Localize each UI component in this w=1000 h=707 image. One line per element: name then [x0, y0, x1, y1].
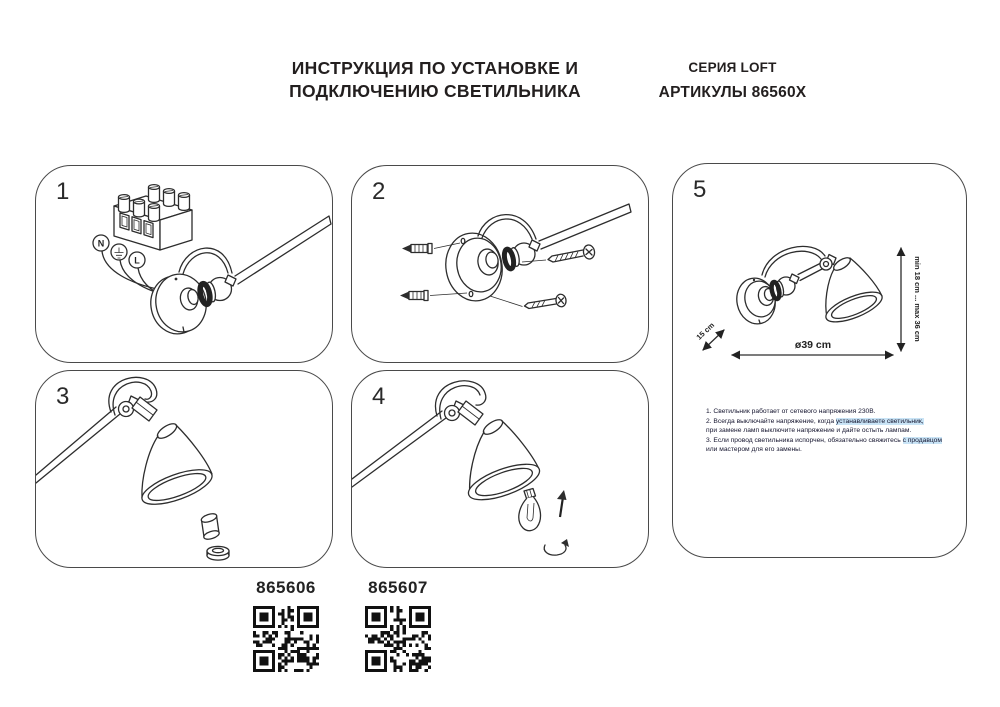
rotate-arrow-icon: [544, 539, 569, 555]
qr-code: [253, 606, 319, 672]
wire-label-neutral: [93, 235, 109, 251]
title-line-2: ПОДКЛЮЧЕНИЮ СВЕТИЛЬНИКА: [289, 81, 581, 101]
note-line: 2. Всегда выключайте напряжение, когда устанавливаете светильник,: [706, 417, 924, 425]
terminal-block-icon: [114, 185, 192, 250]
article-number: 865607: [368, 578, 428, 597]
product-865606: [250, 578, 322, 677]
note-line: 3. Если провод светильника испорчен, обязательно свяжитесь с продавцом: [706, 436, 942, 444]
socket-sleeve: [200, 512, 220, 541]
step-number: 1: [56, 178, 70, 205]
step2-mounting-illustration: [352, 166, 648, 362]
step-panel-5: [672, 163, 967, 558]
svg-text:ø39 cm: ø39 cm: [794, 339, 832, 351]
step3-shade-illustration: [36, 371, 332, 567]
step-panel-4: [351, 370, 649, 568]
note-line: при замене ламп выключите напряжение и дайте остыть лампам.: [706, 427, 912, 435]
step-number: 5: [693, 176, 707, 203]
step-number: 2: [372, 178, 386, 205]
step-number: 4: [372, 383, 386, 410]
title-line-1: ИНСТРУКЦИЯ ПО УСТАНОВКЕ И: [291, 58, 579, 78]
svg-text:min 18 cm ... max 36 cm: min 18 cm ... max 36 cm: [913, 256, 922, 342]
lamp-shade: [138, 421, 216, 511]
dimension-diameter: [732, 339, 893, 355]
step-panel-3: [35, 370, 333, 568]
dimension-depth: [694, 320, 724, 350]
article-number: 865606: [256, 578, 316, 597]
safety-notes: [706, 407, 944, 455]
lamp-arm: [235, 216, 331, 284]
bulb-icon: [519, 489, 541, 531]
svg-text:L: L: [134, 255, 140, 266]
assembled-lamp: [733, 246, 886, 328]
note-line: или мастером для его замены.: [706, 446, 802, 454]
step4-bulb-illustration: [352, 371, 648, 567]
series-label: СЕРИЯ LOFT: [688, 60, 777, 75]
step-panel-2: [351, 165, 649, 363]
cable: [179, 248, 232, 273]
page-title: [250, 57, 620, 103]
earth-icon: [111, 244, 127, 260]
step5-dimensions-illustration: [673, 164, 966, 557]
product-865607: [362, 578, 434, 677]
qr-code: [365, 606, 431, 672]
articles-label: АРТИКУЛЫ 86560X: [658, 84, 807, 101]
insert-arrow-icon: [557, 490, 567, 517]
note-line: 1. Светильник работает от сетевого напряжения 230В.: [706, 408, 876, 415]
dimension-height: [901, 248, 922, 351]
svg-text:N: N: [97, 238, 105, 249]
screw-icon: [490, 294, 567, 309]
step1-wiring-illustration: [36, 166, 332, 362]
lamp-arm: [539, 204, 631, 249]
step-number: 3: [56, 383, 70, 410]
header-right: [610, 60, 855, 101]
lamp-arm: [36, 407, 120, 483]
ring-cap: [207, 546, 229, 560]
step-panel-1: [35, 165, 333, 363]
lamp-arm: [352, 411, 446, 487]
wire-label-line: [129, 252, 145, 268]
svg-text:15 cm: 15 cm: [694, 320, 717, 342]
